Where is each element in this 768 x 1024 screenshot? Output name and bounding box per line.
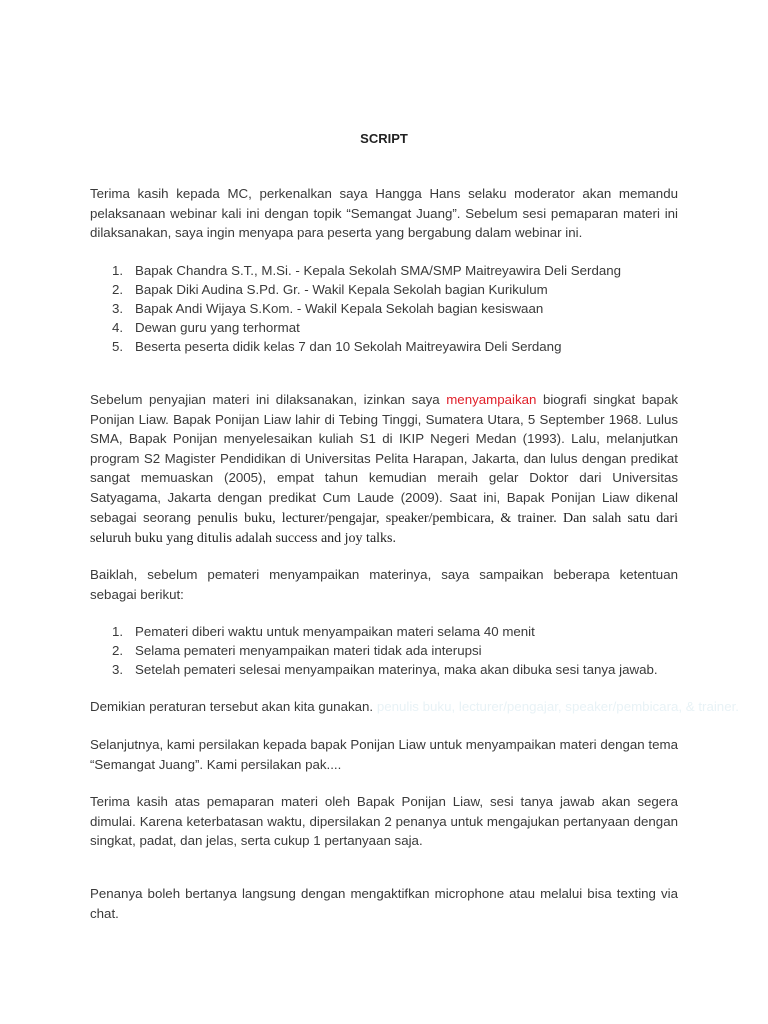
list-item: 1. Bapak Chandra S.T., M.Si. - Kepala Sekolah SMA/SMP Maitreyawira Deli Serdang [112, 263, 622, 278]
list-item: 3. Bapak Andi Wijaya S.Kom. - Wakil Kepala Sekolah bagian kesiswaan [112, 301, 544, 316]
list-item: 5. Beserta peserta didik kelas 7 dan 10 Sekolah Maitreyawira Deli Serdang [112, 339, 562, 354]
document-title: SCRIPT [360, 131, 408, 146]
bio-paragraph: Sebelum penyajian materi ini dilaksanakan, izinkan saya menyampaikan biografi singkat bapak Ponijan Liaw. Bapak Ponijan Liaw lahir di Tebing Tinggi, Sumatera Utara, 5 September 1968. Lulus SMA, Bapak Ponijan menyelesaikan kuliah S1 di IKIP Negeri Medan (1993). Lalu, melanjutkan program S2 Magister Pendidikan di Universitas Pelita Harapan, Jakarta, dan lulus dengan predikat sangat memuaskan (2005), empat tahun kemudian meraih gelar Doktor dari Universitas Satyagama, Jakarta dengan predikat Cum Laude (2009). Saat ini, Bapak Ponijan Liaw dikenal sebagai seorang penulis buku, lecturer/pengajar, speaker/pembicara, & trainer. Dan salah satu dari seluruh buku yang ditulis adalah success and joy talks. [90, 392, 678, 547]
closing-rules-paragraph: Demikian peraturan tersebut akan kita gunakan. penulis buku, lecturer/pengajar, speaker/pembicara, & trainer. [90, 699, 739, 714]
list-item: 4. Dewan guru yang terhormat [112, 320, 300, 335]
greetings-list [90, 261, 690, 356]
list-item: 1. Pemateri diberi waktu untuk menyampaikan materi selama 40 menit [112, 624, 535, 639]
rules-intro-paragraph: Baiklah, sebelum pemateri menyampaikan materinya, saya sampaikan beberapa ketentuan sebagai berikut: [90, 567, 678, 602]
list-item: 2. Selama pemateri menyampaikan materi tidak ada interupsi [112, 643, 482, 658]
chat-paragraph: Penanya boleh bertanya langsung dengan mengaktifkan microphone atau melalui bisa texting via chat. [90, 886, 678, 921]
rules-list [90, 622, 690, 679]
list-item: 3. Setelah pemateri selesai menyampaikan materinya, maka akan dibuka sesi tanya jawab. [112, 662, 658, 677]
list-item: 2. Bapak Diki Audina S.Pd. Gr. - Wakil Kepala Sekolah bagian Kurikulum [112, 282, 548, 297]
faint-text: penulis buku, lecturer/pengajar, speaker/pembicara, & trainer. [376, 699, 739, 714]
highlighted-word: menyampaikan [446, 392, 537, 407]
qa-paragraph: Terima kasih atas pemaparan materi oleh Bapak Ponijan Liaw, sesi tanya jawab akan segera dimulai. Karena keterbatasan waktu, dipersilakan 2 penanya untuk mengajukan pertanyaan dengan singkat, padat, dan jelas, serta cukup 1 pertanyaan saja. [90, 794, 678, 849]
serif-text: penulis buku, lecturer/pengajar, speaker/pembicara, & trainer. Dan salah satu dari seluruh buku yang ditulis adalah success and joy talks. [90, 510, 678, 547]
intro-paragraph: Terima kasih kepada MC, perkenalkan saya Hangga Hans selaku moderator akan memandu pelaksanaan webinar kali ini dengan topik “Semangat Juang”. Sebelum sesi pemaparan materi ini dilaksanakan, saya ingin menyapa para peserta yang bergabung dalam webinar ini. [90, 186, 678, 241]
invite-paragraph: Selanjutnya, kami persilakan kepada bapak Ponijan Liaw untuk menyampaikan materi dengan tema “Semangat Juang”. Kami persilakan pak.... [90, 737, 678, 772]
